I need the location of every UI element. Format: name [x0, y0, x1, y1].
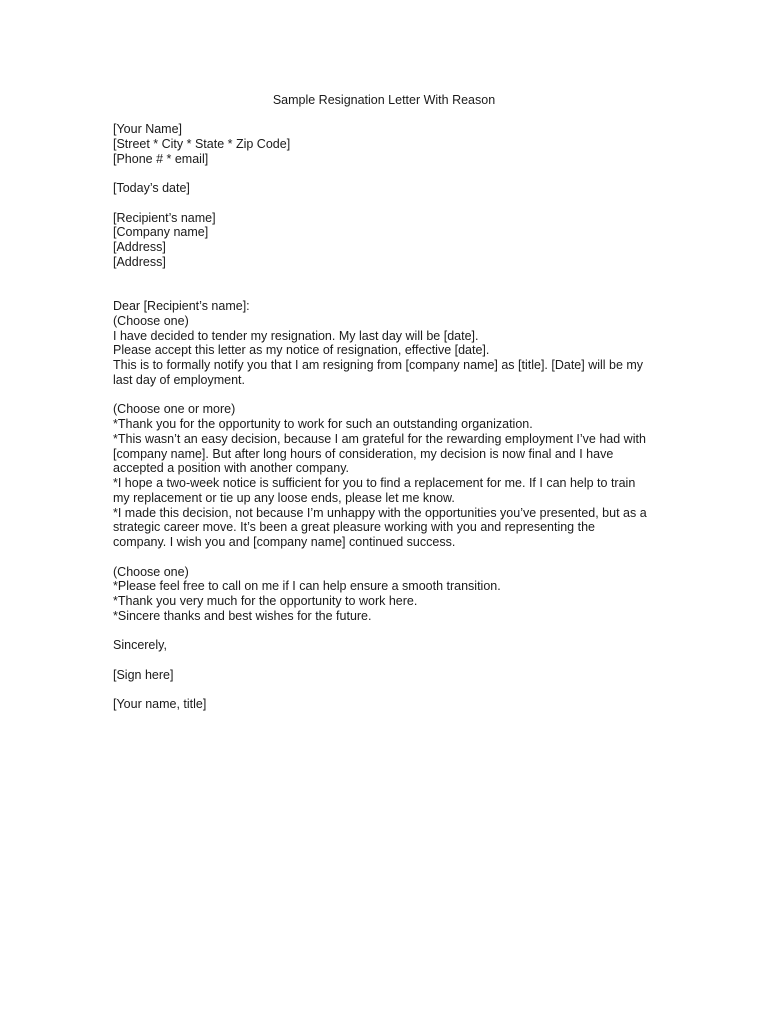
section1-line: This is to formally notify you that I am resigning from [company name] as [title]. [Date] will be my	[113, 358, 644, 372]
section2-line: company. I wish you and [company name] continued success.	[113, 535, 456, 549]
section3-heading: (Choose one)	[113, 564, 189, 579]
section1-line: Please accept this letter as my notice of resignation, effective [date].	[113, 343, 490, 358]
spacer	[113, 166, 653, 181]
spacer	[113, 624, 653, 639]
recipient-address-1: [Address]	[113, 240, 166, 254]
recipient-address-2: [Address]	[113, 254, 166, 269]
section1-line: I have decided to tender my resignation. My last day will be [date].	[113, 328, 479, 343]
spacer	[113, 196, 653, 211]
salutation: Dear [Recipient’s name]:	[113, 299, 250, 313]
section3-line: *Thank you very much for the opportunity to work here.	[113, 594, 418, 608]
section2-heading: (Choose one or more)	[113, 402, 236, 417]
recipient-company: [Company name]	[113, 225, 209, 240]
spacer	[113, 683, 653, 698]
sender-contact: [Phone # * email]	[113, 151, 209, 166]
spacer	[113, 653, 653, 668]
section2-line: [company name]. But after long hours of consideration, my decision is now final and I have	[113, 446, 614, 461]
recipient-name: [Recipient’s name]	[113, 210, 216, 225]
letter-date: [Today’s date]	[113, 181, 190, 195]
sender-name: [Your Name]	[113, 122, 183, 136]
letter-body	[113, 122, 653, 712]
section3-line: *Sincere thanks and best wishes for the future.	[113, 608, 372, 623]
section1-line: last day of employment.	[113, 372, 246, 387]
section1-heading: (Choose one)	[113, 313, 189, 328]
section3-line: *Please feel free to call on me if I can help ensure a smooth transition.	[113, 579, 501, 594]
closing: Sincerely,	[113, 638, 167, 653]
signature-placeholder: [Sign here]	[113, 667, 174, 682]
section2-line: my replacement or tie up any loose ends, please let me know.	[113, 490, 455, 505]
page-title: Sample Resignation Letter With Reason	[272, 93, 496, 107]
spacer	[113, 388, 653, 403]
spacer	[113, 270, 653, 300]
section2-line: *I hope a two-week notice is sufficient for you to find a replacement for me. If I can help to train	[113, 476, 636, 490]
section2-line: *I made this decision, not because I’m unhappy with the opportunities you’ve presented, but as a	[113, 505, 647, 520]
section2-line: *Thank you for the opportunity to work for such an outstanding organization.	[113, 417, 533, 431]
spacer	[113, 550, 653, 565]
section2-line: *This wasn’t an easy decision, because I am grateful for the rewarding employment I’ve had with	[113, 431, 646, 446]
sender-street: [Street * City * State * Zip Code]	[113, 136, 291, 151]
section2-line: strategic career move. It’s been a great pleasure working with you and representing the	[113, 520, 595, 535]
section2-line: accepted a position with another company.	[113, 461, 350, 476]
signer-name: [Your name, title]	[113, 697, 207, 712]
